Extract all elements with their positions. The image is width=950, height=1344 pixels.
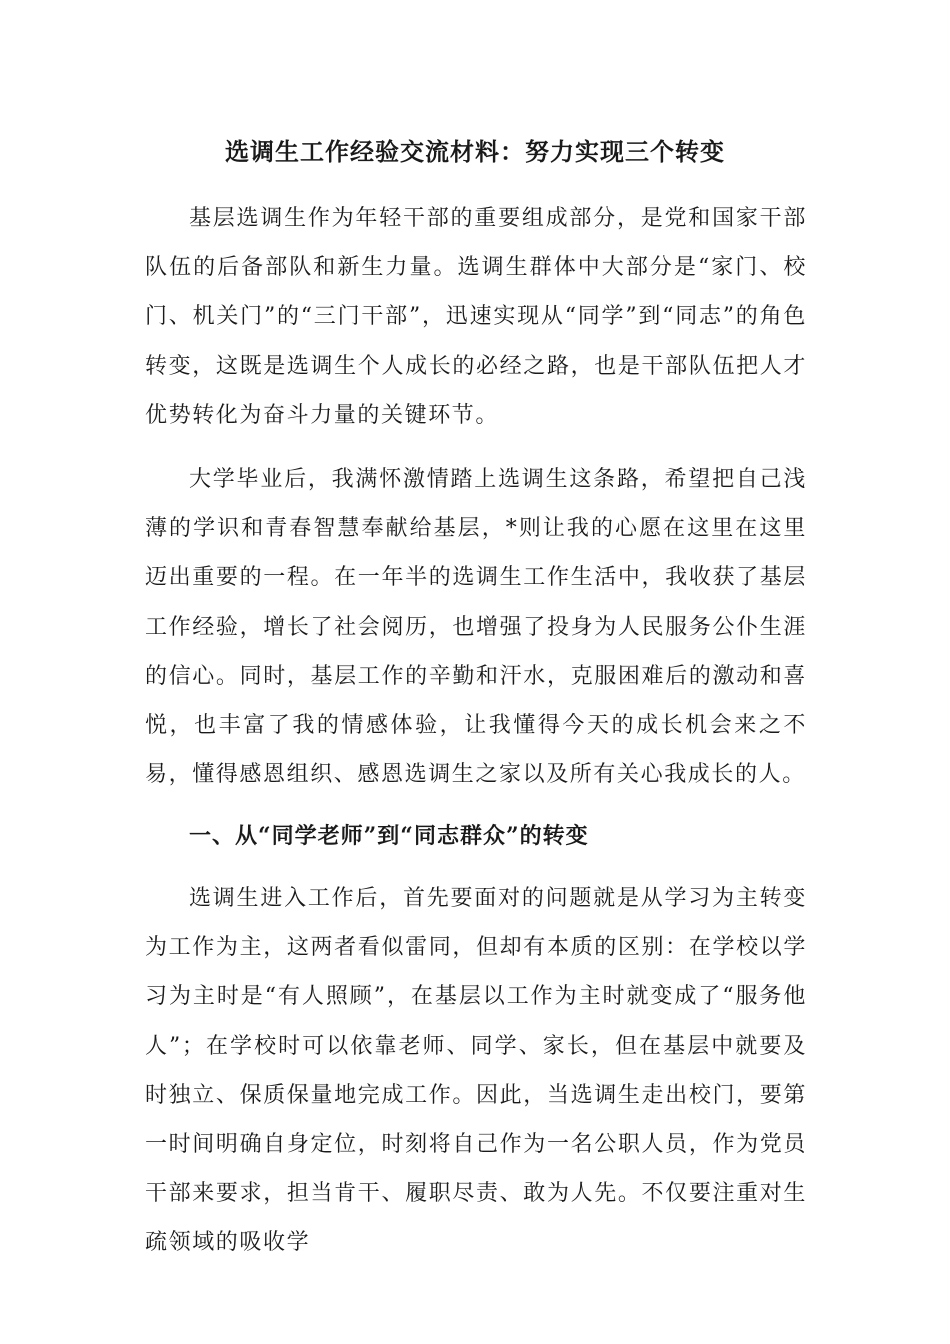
intro-paragraph: 基层选调生作为年轻干部的重要组成部分，是党和国家干部队伍的后备部队和新生力量。选调生群体中大部分是“家门、校门、机关门”的“三门干部”，迅速实现从“同学”到“同志”的角色转变，这既是选调生个人成长的必经之路，也是干部队伍把人才优势转化为奋斗力量的关键环节。	[145, 206, 807, 428]
experience-paragraph: 大学毕业后，我满怀激情踏上选调生这条路，希望把自己浅薄的学识和青春智慧奉献给基层，*则让我的心愿在这里在这里迈出重要的一程。在一年半的选调生工作生活中，我收获了基层工作经验，增长了社会阅历，也增强了投身为人民服务公仆生涯的信心。同时，基层工作的辛勤和汗水，克服困难后的激动和喜悦，也丰富了我的情感体验，让我懂得今天的成长机会来之不易，懂得感恩组织、感恩选调生之家以及所有关心我成长的人。	[145, 467, 807, 788]
section-paragraph: 选调生进入工作后，首先要面对的问题就是从学习为主转变为工作为主，这两者看似雷同，但却有本质的区别：在学校以学习为主时是“有人照顾”，在基层以工作为主时就变成了“服务他人”；在学校时可以依靠老师、同学、家长，但在基层中就要及时独立、保质保量地完成工作。因此，当选调生走出校门，要第一时间明确自身定位，时刻将自己作为一名公职人员，作为党员干部来要求，担当肯干、履职尽责、敢为人先。不仅要注重对生疏领域的吸收学	[145, 886, 807, 1256]
document-title: 选调生工作经验交流材料：努力实现三个转变	[225, 137, 725, 166]
section-heading: 一、从“同学老师”到“同志群众”的转变	[189, 823, 589, 849]
